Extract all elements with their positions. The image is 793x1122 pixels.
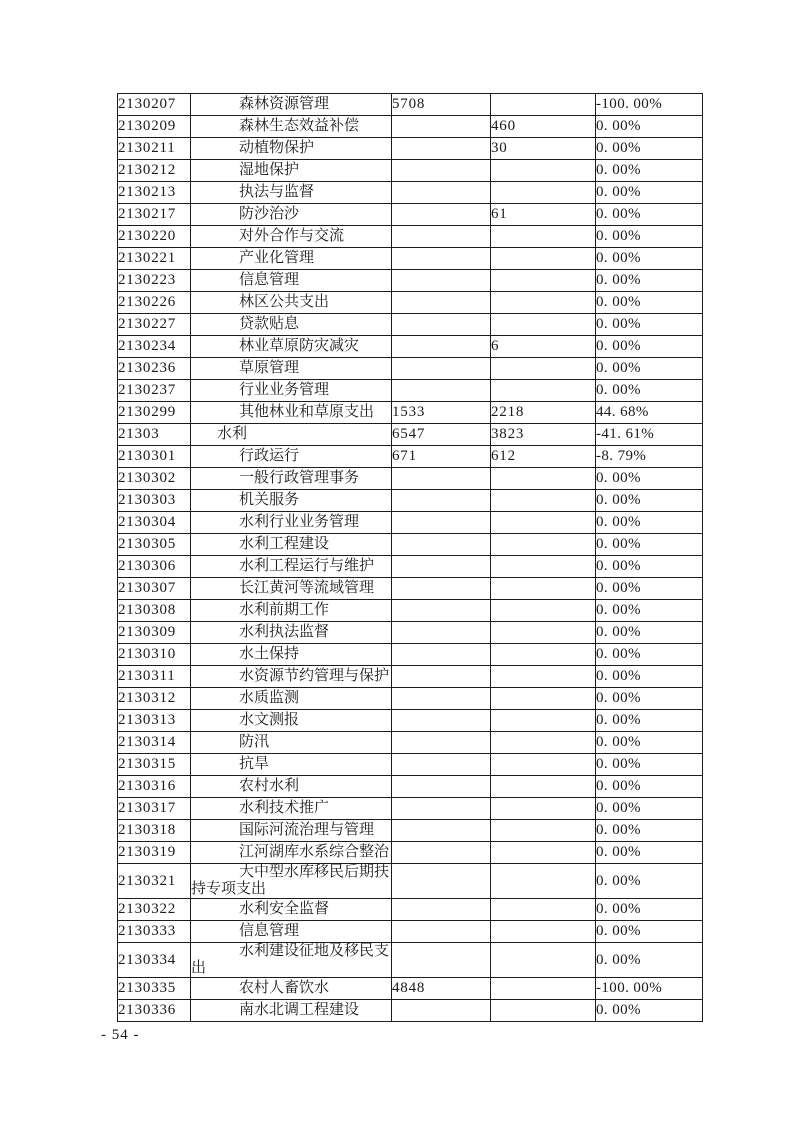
row-name-cell: 水土保持	[191, 644, 392, 666]
table-row	[118, 446, 703, 468]
row-change-pct-cell: 0. 00%	[596, 182, 703, 204]
row-value1-cell	[392, 921, 491, 943]
row-value1-cell	[392, 292, 491, 314]
row-code-cell: 2130236	[118, 358, 191, 380]
row-value2-cell	[491, 468, 596, 490]
row-code-cell: 2130317	[118, 798, 191, 820]
row-name-cell: 一般行政管理事务	[191, 468, 392, 490]
table-row	[118, 182, 703, 204]
table-row	[118, 248, 703, 270]
row-code-cell: 2130299	[118, 402, 191, 424]
row-value1-cell	[392, 1000, 491, 1022]
row-code-cell: 2130334	[118, 943, 191, 978]
row-change-pct-cell: 0. 00%	[596, 921, 703, 943]
row-value1-cell: 1533	[392, 402, 491, 424]
row-name-cell: 农村水利	[191, 776, 392, 798]
row-change-pct-cell: 0. 00%	[596, 292, 703, 314]
row-code-cell: 2130315	[118, 754, 191, 776]
row-value2-cell	[491, 644, 596, 666]
row-code-cell: 2130316	[118, 776, 191, 798]
row-code-cell: 2130311	[118, 666, 191, 688]
row-change-pct-cell: 0. 00%	[596, 534, 703, 556]
row-value2-cell	[491, 776, 596, 798]
row-value1-cell	[392, 534, 491, 556]
row-change-pct-cell: 0. 00%	[596, 512, 703, 534]
row-name-cell: 信息管理	[191, 921, 392, 943]
table-row	[118, 864, 703, 899]
row-change-pct-cell: 0. 00%	[596, 248, 703, 270]
row-value1-cell: 5708	[392, 94, 491, 116]
document-page	[100, 93, 703, 1044]
row-change-pct-cell: 0. 00%	[596, 622, 703, 644]
row-value2-cell	[491, 732, 596, 754]
row-change-pct-cell: 44. 68%	[596, 402, 703, 424]
row-change-pct-cell: 0. 00%	[596, 468, 703, 490]
row-value2-cell	[491, 160, 596, 182]
row-value2-cell: 61	[491, 204, 596, 226]
row-name-cell: 防沙治沙	[191, 204, 392, 226]
table-row	[118, 116, 703, 138]
row-change-pct-cell: 0. 00%	[596, 710, 703, 732]
row-code-cell: 2130223	[118, 270, 191, 292]
table-row	[118, 270, 703, 292]
table-row	[118, 600, 703, 622]
row-change-pct-cell: 0. 00%	[596, 270, 703, 292]
row-value1-cell	[392, 644, 491, 666]
row-value2-cell	[491, 314, 596, 336]
row-value1-cell	[392, 688, 491, 710]
row-value2-cell	[491, 798, 596, 820]
row-change-pct-cell: 0. 00%	[596, 820, 703, 842]
row-value1-cell	[392, 314, 491, 336]
table-row	[118, 314, 703, 336]
row-name-cell: 湿地保护	[191, 160, 392, 182]
row-name-cell: 水利行业业务管理	[191, 512, 392, 534]
row-code-cell: 2130221	[118, 248, 191, 270]
table-row	[118, 842, 703, 864]
row-value2-cell	[491, 899, 596, 921]
row-value2-cell	[491, 921, 596, 943]
row-code-cell: 2130217	[118, 204, 191, 226]
row-change-pct-cell: 0. 00%	[596, 380, 703, 402]
row-code-cell: 2130227	[118, 314, 191, 336]
row-change-pct-cell: -8. 79%	[596, 446, 703, 468]
row-value1-cell	[392, 138, 491, 160]
row-change-pct-cell: 0. 00%	[596, 490, 703, 512]
row-value1-cell	[392, 182, 491, 204]
row-change-pct-cell: 0. 00%	[596, 842, 703, 864]
table-row	[118, 534, 703, 556]
row-code-cell: 2130306	[118, 556, 191, 578]
row-value1-cell	[392, 160, 491, 182]
table-row	[118, 776, 703, 798]
row-code-cell: 2130319	[118, 842, 191, 864]
row-value1-cell	[392, 380, 491, 402]
row-code-cell: 2130314	[118, 732, 191, 754]
row-code-cell: 2130307	[118, 578, 191, 600]
row-value2-cell	[491, 248, 596, 270]
row-change-pct-cell: 0. 00%	[596, 644, 703, 666]
row-name-cell: 森林生态效益补偿	[191, 116, 392, 138]
row-value1-cell	[392, 578, 491, 600]
row-value2-cell	[491, 820, 596, 842]
row-change-pct-cell: 0. 00%	[596, 943, 703, 978]
row-value2-cell: 30	[491, 138, 596, 160]
row-value2-cell	[491, 512, 596, 534]
row-code-cell: 2130303	[118, 490, 191, 512]
row-code-cell: 2130302	[118, 468, 191, 490]
table-row	[118, 710, 703, 732]
table-row	[118, 358, 703, 380]
row-name-cell: 江河湖库水系综合整治	[191, 842, 392, 864]
row-value2-cell	[491, 270, 596, 292]
row-name-cell: 贷款贴息	[191, 314, 392, 336]
row-name-cell: 执法与监督	[191, 182, 392, 204]
table-row	[118, 424, 703, 446]
row-change-pct-cell: 0. 00%	[596, 116, 703, 138]
row-value2-cell: 6	[491, 336, 596, 358]
row-code-cell: 2130304	[118, 512, 191, 534]
row-change-pct-cell: 0. 00%	[596, 798, 703, 820]
row-value1-cell	[392, 732, 491, 754]
row-change-pct-cell: -100. 00%	[596, 978, 703, 1000]
row-name-cell: 水利前期工作	[191, 600, 392, 622]
table-row	[118, 798, 703, 820]
row-value1-cell	[392, 248, 491, 270]
row-value1-cell	[392, 204, 491, 226]
row-name-cell: 长江黄河等流域管理	[191, 578, 392, 600]
row-code-cell: 2130308	[118, 600, 191, 622]
row-value2-cell	[491, 688, 596, 710]
row-value2-cell	[491, 600, 596, 622]
row-code-cell: 2130309	[118, 622, 191, 644]
table-row	[118, 732, 703, 754]
row-name-cell: 动植物保护	[191, 138, 392, 160]
row-code-cell: 2130336	[118, 1000, 191, 1022]
row-value2-cell: 2218	[491, 402, 596, 424]
row-code-cell: 2130312	[118, 688, 191, 710]
row-code-cell: 2130207	[118, 94, 191, 116]
table-row	[118, 512, 703, 534]
row-name-cell: 行政运行	[191, 446, 392, 468]
table-row	[118, 292, 703, 314]
row-change-pct-cell: 0. 00%	[596, 226, 703, 248]
row-name-cell: 其他林业和草原支出	[191, 402, 392, 424]
row-value1-cell	[392, 666, 491, 688]
row-value1-cell: 6547	[392, 424, 491, 446]
page-number: - 54 -	[101, 1027, 140, 1043]
table-row	[118, 226, 703, 248]
row-change-pct-cell: -100. 00%	[596, 94, 703, 116]
row-value2-cell	[491, 710, 596, 732]
row-change-pct-cell: -41. 61%	[596, 424, 703, 446]
row-code-cell: 2130318	[118, 820, 191, 842]
row-name-cell: 水利	[191, 424, 392, 446]
row-value2-cell	[491, 358, 596, 380]
row-value2-cell	[491, 490, 596, 512]
row-code-cell: 2130213	[118, 182, 191, 204]
row-value1-cell	[392, 710, 491, 732]
row-change-pct-cell: 0. 00%	[596, 160, 703, 182]
row-change-pct-cell: 0. 00%	[596, 138, 703, 160]
row-name-cell: 水质监测	[191, 688, 392, 710]
row-value1-cell	[392, 776, 491, 798]
row-name-cell: 对外合作与交流	[191, 226, 392, 248]
row-name-cell: 国际河流治理与管理	[191, 820, 392, 842]
row-code-cell: 2130226	[118, 292, 191, 314]
row-value2-cell	[491, 182, 596, 204]
row-code-cell: 2130305	[118, 534, 191, 556]
row-code-cell: 21303	[118, 424, 191, 446]
row-change-pct-cell: 0. 00%	[596, 688, 703, 710]
table-row	[118, 138, 703, 160]
row-name-cell: 南水北调工程建设	[191, 1000, 392, 1022]
row-change-pct-cell: 0. 00%	[596, 899, 703, 921]
table-row	[118, 622, 703, 644]
row-value1-cell	[392, 600, 491, 622]
table-row	[118, 490, 703, 512]
row-value1-cell	[392, 226, 491, 248]
row-value2-cell	[491, 1000, 596, 1022]
row-value2-cell	[491, 864, 596, 899]
row-name-cell: 水利工程建设	[191, 534, 392, 556]
row-value1-cell	[392, 754, 491, 776]
row-value2-cell	[491, 94, 596, 116]
row-change-pct-cell: 0. 00%	[596, 336, 703, 358]
table-row	[118, 380, 703, 402]
row-code-cell: 2130211	[118, 138, 191, 160]
row-value2-cell	[491, 943, 596, 978]
table-row	[118, 160, 703, 182]
row-name-cell: 水利执法监督	[191, 622, 392, 644]
row-name-cell: 农村人畜饮水	[191, 978, 392, 1000]
table-row	[118, 978, 703, 1000]
row-code-cell: 2130313	[118, 710, 191, 732]
row-name-cell: 水文测报	[191, 710, 392, 732]
row-name-cell: 大中型水库移民后期扶持专项支出	[191, 864, 392, 899]
row-change-pct-cell: 0. 00%	[596, 204, 703, 226]
table-row	[118, 556, 703, 578]
row-value2-cell: 3823	[491, 424, 596, 446]
row-change-pct-cell: 0. 00%	[596, 776, 703, 798]
row-value1-cell	[392, 842, 491, 864]
row-value2-cell	[491, 534, 596, 556]
row-name-cell: 抗旱	[191, 754, 392, 776]
row-change-pct-cell: 0. 00%	[596, 864, 703, 899]
row-value2-cell	[491, 754, 596, 776]
row-change-pct-cell: 0. 00%	[596, 666, 703, 688]
table-row	[118, 468, 703, 490]
row-name-cell: 机关服务	[191, 490, 392, 512]
row-value1-cell	[392, 490, 491, 512]
row-value1-cell	[392, 899, 491, 921]
table-row	[118, 578, 703, 600]
row-code-cell: 2130310	[118, 644, 191, 666]
row-name-cell: 水利安全监督	[191, 899, 392, 921]
row-change-pct-cell: 0. 00%	[596, 314, 703, 336]
row-value2-cell	[491, 578, 596, 600]
row-value1-cell	[392, 943, 491, 978]
table-row	[118, 820, 703, 842]
row-value1-cell	[392, 512, 491, 534]
row-value2-cell: 460	[491, 116, 596, 138]
table-row	[118, 754, 703, 776]
row-value2-cell	[491, 666, 596, 688]
table-row	[118, 336, 703, 358]
row-name-cell: 森林资源管理	[191, 94, 392, 116]
row-change-pct-cell: 0. 00%	[596, 578, 703, 600]
table-row	[118, 688, 703, 710]
row-name-cell: 产业化管理	[191, 248, 392, 270]
row-name-cell: 信息管理	[191, 270, 392, 292]
table-row	[118, 899, 703, 921]
row-code-cell: 2130220	[118, 226, 191, 248]
row-name-cell: 防汛	[191, 732, 392, 754]
row-name-cell: 林区公共支出	[191, 292, 392, 314]
row-value2-cell	[491, 380, 596, 402]
row-name-cell: 水利建设征地及移民支出	[191, 943, 392, 978]
row-code-cell: 2130335	[118, 978, 191, 1000]
table-row	[118, 94, 703, 116]
row-value2-cell	[491, 622, 596, 644]
row-value2-cell	[491, 842, 596, 864]
row-name-cell: 草原管理	[191, 358, 392, 380]
row-value1-cell	[392, 622, 491, 644]
row-value2-cell	[491, 292, 596, 314]
row-value1-cell: 671	[392, 446, 491, 468]
row-code-cell: 2130321	[118, 864, 191, 899]
table-row	[118, 1000, 703, 1022]
row-value1-cell	[392, 116, 491, 138]
table-row	[118, 204, 703, 226]
row-change-pct-cell: 0. 00%	[596, 556, 703, 578]
row-name-cell: 林业草原防灾减灾	[191, 336, 392, 358]
table-row	[118, 644, 703, 666]
row-value2-cell	[491, 556, 596, 578]
row-value1-cell	[392, 270, 491, 292]
row-change-pct-cell: 0. 00%	[596, 358, 703, 380]
row-change-pct-cell: 0. 00%	[596, 754, 703, 776]
row-value2-cell	[491, 978, 596, 1000]
row-value1-cell	[392, 358, 491, 380]
row-code-cell: 2130234	[118, 336, 191, 358]
row-code-cell: 2130333	[118, 921, 191, 943]
row-name-cell: 行业业务管理	[191, 380, 392, 402]
row-name-cell: 水利技术推广	[191, 798, 392, 820]
row-change-pct-cell: 0. 00%	[596, 1000, 703, 1022]
row-value2-cell	[491, 226, 596, 248]
row-value1-cell	[392, 336, 491, 358]
row-value1-cell: 4848	[392, 978, 491, 1000]
table-row	[118, 921, 703, 943]
row-code-cell: 2130322	[118, 899, 191, 921]
row-value1-cell	[392, 864, 491, 899]
row-value1-cell	[392, 820, 491, 842]
row-code-cell: 2130212	[118, 160, 191, 182]
table-row	[118, 402, 703, 424]
row-code-cell: 2130237	[118, 380, 191, 402]
row-value1-cell	[392, 468, 491, 490]
row-code-cell: 2130209	[118, 116, 191, 138]
row-code-cell: 2130301	[118, 446, 191, 468]
row-value2-cell: 612	[491, 446, 596, 468]
table-row	[118, 943, 703, 978]
row-name-cell: 水资源节约管理与保护	[191, 666, 392, 688]
row-value1-cell	[392, 556, 491, 578]
row-change-pct-cell: 0. 00%	[596, 732, 703, 754]
budget-table-body	[118, 94, 703, 1022]
row-name-cell: 水利工程运行与维护	[191, 556, 392, 578]
row-value1-cell	[392, 798, 491, 820]
row-change-pct-cell: 0. 00%	[596, 600, 703, 622]
table-row	[118, 666, 703, 688]
budget-table	[117, 93, 703, 1022]
